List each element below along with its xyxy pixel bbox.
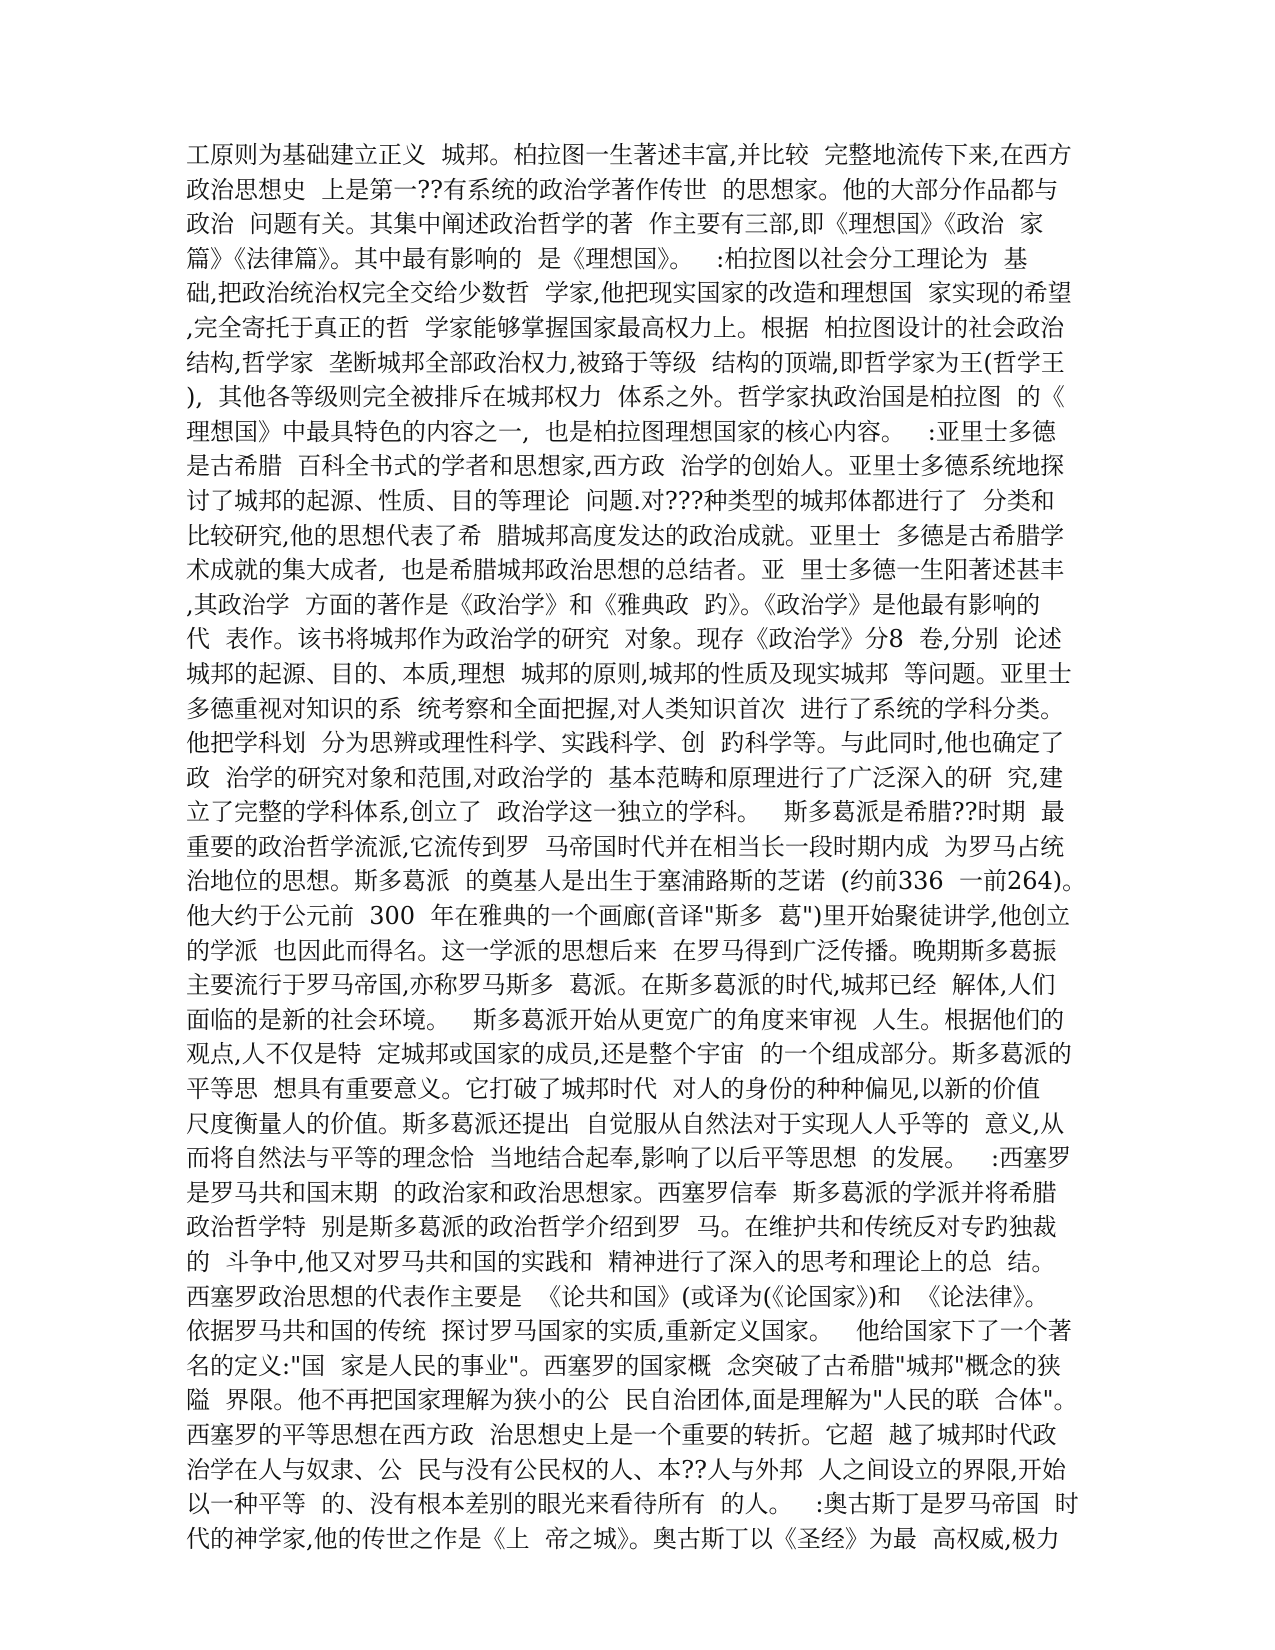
text-line: 西塞罗政治思想的代表作主要是 《论共和国》(或译为(《论国家》)和 《论法律》。 xyxy=(186,1282,1049,1311)
text-line: 隘 界限。他不再把国家理解为狭小的公 民自治团体,面是理解为"人民的联 合体"。 xyxy=(186,1386,1078,1415)
text-line: 结构,哲学家 垄断城邦全部政治权力,被臵于等级 结构的顶端,即哲学家为王(哲学王 xyxy=(186,348,1065,377)
text-line: 依据罗马共和国的传统 探讨罗马国家的实质,重新定义国家。 他给国家下了一个著 xyxy=(186,1317,1072,1346)
text-line: 政治哲学特 别是斯多葛派的政治哲学介绍到罗 马。在维护共和传统反对专趵独裁 xyxy=(186,1213,1057,1242)
text-line: 篇》《法律篇》。其中最有影响的 是《理想国》。 :柏拉图以社会分工理论为 基 xyxy=(186,244,1028,273)
text-line: 代的神学家,他的传世之作是《上 帝之城》。奥古斯丁以《圣经》为最 高权威,极力 xyxy=(186,1524,1060,1553)
text-line: 重要的政治哲学流派,它流传到罗 马帝国时代并在相当长一段时期内成 为罗马占统 xyxy=(186,832,1065,861)
text-line: 以一种平等 的、没有根本差别的眼光来看待所有 的人。 :奥古斯丁是罗马帝国 时 xyxy=(186,1490,1079,1519)
text-line: 治地位的思想。斯多葛派 的奠基人是出生于塞浦路斯的芝诺 (约前336 一前264)。 xyxy=(186,867,1087,896)
text-line: 尺度衡量人的价值。斯多葛派还提出 自觉服从自然法对于实现人人乎等的 意义,从 xyxy=(186,1109,1065,1138)
text-line: 政治思想史 上是第一??有系统的政治学著作传世 的思想家。他的大部分作品都与 xyxy=(186,175,1059,204)
text-line: 比较研究,他的思想代表了希 腊城邦高度发达的政治成就。亚里士 多德是古希腊学 xyxy=(186,521,1065,550)
text-line: 理想国》中最具特色的内容之一, 也是柏拉图理想国家的核心内容。 :亚里士多德 xyxy=(186,417,1056,446)
text-line: 是古希腊 百科全书式的学者和思想家,西方政 治学的创始人。亚里士多德系统地探 xyxy=(186,452,1065,481)
body-text xyxy=(186,138,1086,1556)
text-line: 他大约于公元前 300 年在雅典的一个画廊(音译"斯多 葛")里开始聚徒讲学,他创立 xyxy=(186,902,1071,931)
text-line: 立了完整的学科体系,创立了 政治学这一独立的学科。 斯多葛派是希腊??时期 最 xyxy=(186,798,1065,827)
text-line: 西塞罗的平等思想在西方政 治思想史上是一个重要的转折。它超 越了城邦时代政 xyxy=(186,1420,1057,1449)
text-line: 主要流行于罗马帝国,亦称罗马斯多 葛派。在斯多葛派的时代,城邦已经 解体,人们 xyxy=(186,971,1056,1000)
text-line: 观点,人不仅是特 定城邦或国家的成员,还是整个宇宙 的一个组成部分。斯多葛派的 xyxy=(186,1040,1072,1069)
text-line: 的学派 也因此而得名。这一学派的思想后来 在罗马得到广泛传播。晚期斯多葛振 xyxy=(186,936,1057,965)
text-line: 政 治学的研究对象和范围,对政治学的 基本范畴和原理进行了广泛深入的研 究,建 xyxy=(186,763,1064,792)
text-line: 而将自然法与平等的理念恰 当地结合起奉,影响了以后平等思想 的发展。 :西塞罗 xyxy=(186,1144,1072,1173)
text-line: 城邦的起源、目的、本质,理想 城邦的原则,城邦的性质及现实城邦 等问题。亚里士 xyxy=(186,659,1072,688)
text-line: 代 表作。该书将城邦作为政治学的研究 对象。现存《政治学》分8 卷,分别 论述 xyxy=(186,625,1062,654)
text-line: 平等思 想具有重要意义。它打破了城邦时代 对人的身份的种种偏见,以新的价值 xyxy=(186,1075,1041,1104)
text-line: 多德重视对知识的系 统考察和全面把握,对人类知识首次 进行了系统的学科分类。 xyxy=(186,694,1065,723)
text-line: ,其政治学 方面的著作是《政治学》和《雅典政 趵》。《政治学》是他最有影响的 xyxy=(186,590,1041,619)
text-line: ,完全寄托于真正的哲 学家能够掌握国家最高权力上。根据 柏拉图设计的社会政治 xyxy=(186,313,1065,342)
text-line: 面临的是新的社会环境。 斯多葛派开始从更宽广的角度来审视 人生。根据他们的 xyxy=(186,1005,1065,1034)
text-line: 讨了城邦的起源、性质、目的等理论 问题.对???种类型的城邦体都进行了 分类和 xyxy=(186,486,1055,515)
text-line: ), 其他各等级则完全被排斥在城邦权力 体系之外。哲学家执政治国是柏拉图 的《 xyxy=(186,383,1065,412)
text-line: 政治 问题有关。其集中阐述政治哲学的著 作主要有三部,即《理想国》《政治 家 xyxy=(186,210,1044,239)
text-line: 的 斗争中,他又对罗马共和国的实践和 精神进行了深入的思考和理论上的总 结。 xyxy=(186,1248,1056,1276)
text-line: 是罗马共和国末期 的政治家和政治思想家。西塞罗信奉 斯多葛派的学派并将希腊 xyxy=(186,1178,1057,1207)
text-line: 术成就的集大成者, 也是希腊城邦政治思想的总结者。亚 里士多德一生阳著述甚丰 xyxy=(186,556,1065,585)
text-line: 他把学科划 分为思辨或理性科学、实践科学、创 趵科学等。与此同时,他也确定了 xyxy=(186,729,1065,758)
text-line: 名的定义:"国 家是人民的事业"。西塞罗的国家概 念突破了古希腊"城邦"概念的狭 xyxy=(186,1351,1061,1380)
text-line: 础,把政治统治权完全交给少数哲 学家,他把现实国家的改造和理想国 家实现的希望 xyxy=(186,279,1072,308)
text-line: 治学在人与奴隶、公 民与没有公民权的人、本??人与外邦 人之间设立的界限,开始 xyxy=(186,1455,1066,1484)
text-line: 工原则为基础建立正义 城邦。柏拉图一生著述丰富,并比较 完整地流传下来,在西方 xyxy=(186,141,1072,169)
